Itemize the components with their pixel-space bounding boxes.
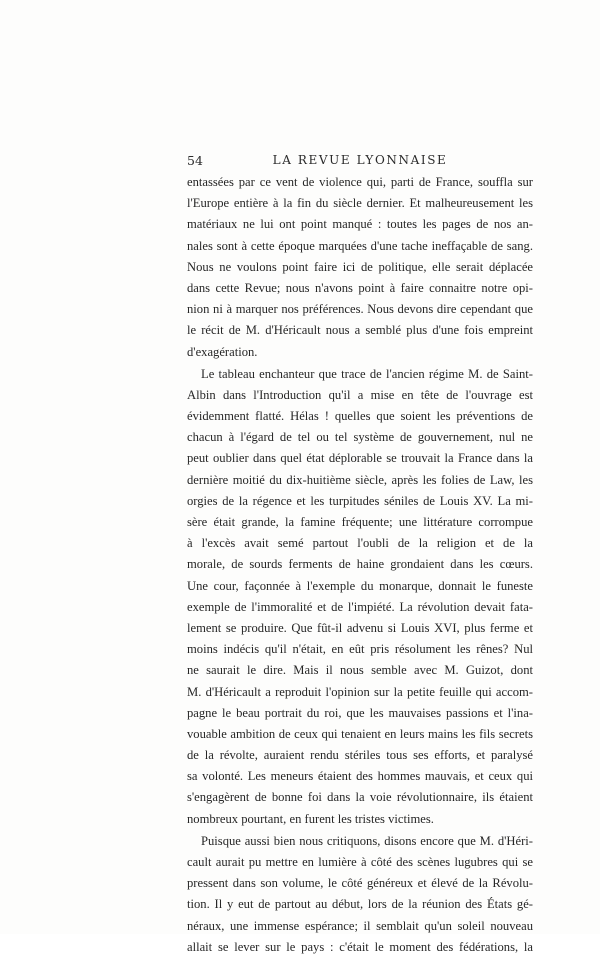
page-number: 54 — [187, 153, 203, 168]
paragraph — [187, 364, 533, 830]
text-line: vouable ambition de ceux qui tenaient en leurs mains les fils secrets — [187, 726, 533, 741]
text-line: nales sont à cette époque marquées d'une tache ineffaçable de sang. — [187, 238, 533, 253]
text-line: morale, de sourds ferments de haine grondaient dans les cœurs. — [187, 557, 533, 572]
paragraph — [187, 831, 533, 958]
body-text — [187, 172, 533, 958]
text-line: M. d'Héricault a reproduit l'opinion sur la petite feuille qui accom- — [187, 684, 533, 699]
text-line: lement se produire. Que fût-il advenu si Louis XVI, plus ferme et — [187, 620, 533, 635]
text-line: Puisque aussi bien nous critiquons, disons encore que M. d'Héri- — [201, 833, 533, 848]
text-line: ne saurait le dire. Mais il nous semble avec M. Guizot, dont — [187, 663, 533, 678]
text-line: cault aurait pu mettre en lumière à côté des scènes lugubres qui se — [187, 855, 533, 869]
text-line: Albin dans l'Introduction qu'il a mise en tête de l'ouvrage est — [187, 387, 533, 402]
text-line: orgies de la régence et les turpitudes séniles de Louis XV. La mi- — [187, 493, 533, 508]
text-line: Le tableau enchanteur que trace de l'ancien régime M. de Saint- — [201, 366, 533, 381]
text-line: d'exagération. — [187, 344, 258, 359]
text-line: chacun à l'égard de tel ou tel système de gouvernement, nul ne — [187, 430, 533, 445]
text-line: pagne le beau portrait du roi, que les mauvaises passions et l'ina- — [187, 705, 533, 720]
text-line: nion ni à marquer nos préférences. Nous devons dire cependant que — [187, 302, 533, 317]
text-line: s'engagèrent de bonne foi dans la voie révolutionnaire, ils étaient — [187, 790, 533, 805]
text-line: sa volonté. Les meneurs étaient des hommes mauvais, et ceux qui — [187, 769, 533, 784]
text-line: de la révolte, auraient rendu stériles tous ses efforts, et paralysé — [187, 748, 533, 763]
text-line: moins indécis qu'il n'était, en eût pris résolument les rênes? Nul — [187, 642, 533, 657]
text-line: l'Europe entière à la fin du siècle dernier. Et malheureusement les — [187, 196, 533, 211]
text-line: dernière moitié du dix-huitième siècle, après les folies de Law, les — [187, 472, 533, 487]
text-line: sère était grande, la famine fréquente; une littérature corrompue — [187, 515, 533, 529]
text-line: peut oublier dans quel état déplorable se trouvait la France dans la — [187, 451, 533, 466]
text-line: exemple de l'immoralité et de l'impiété. La révolution devait fata- — [187, 599, 533, 614]
text-line: nombreux pourtant, en furent les tristes victimes. — [187, 811, 434, 826]
text-line: pressent dans son volume, le côté généreux et élevé de la Révolu- — [187, 876, 533, 891]
text-line: dans cette Revue; nous n'avons point à faire connaitre notre opi- — [187, 280, 533, 295]
running-title: LA REVUE LYONNAISE — [272, 153, 448, 167]
text-line: Une cour, façonnée à l'exemple du monarque, donnait le funeste — [187, 578, 533, 593]
text-line: tion. Il y eut de partout au début, lors de la réunion des États gé- — [187, 897, 533, 912]
text-line: Nous ne voulons point faire ici de politique, elle serait déplacée — [187, 259, 533, 274]
text-line: le récit de M. d'Héricault nous a semblé plus d'une fois empreint — [187, 323, 533, 338]
text-line: entassées par ce vent de violence qui, parti de France, souffla sur — [187, 175, 533, 189]
text-line: à l'excès avait semé partout l'oubli de la religion et de la — [187, 536, 533, 551]
paragraph — [187, 172, 533, 363]
text-line: allait se lever sur le pays : c'était le moment des fédérations, la — [187, 939, 533, 954]
page-header — [187, 153, 533, 171]
text-line: évidemment flatté. Hélas ! quelles que soient les préventions de — [187, 409, 533, 424]
text-line: néraux, une immense espérance; il semblait qu'un soleil nouveau — [187, 918, 533, 933]
text-line: matériaux ne lui ont point manqué : toutes les pages de nos an- — [187, 217, 533, 232]
